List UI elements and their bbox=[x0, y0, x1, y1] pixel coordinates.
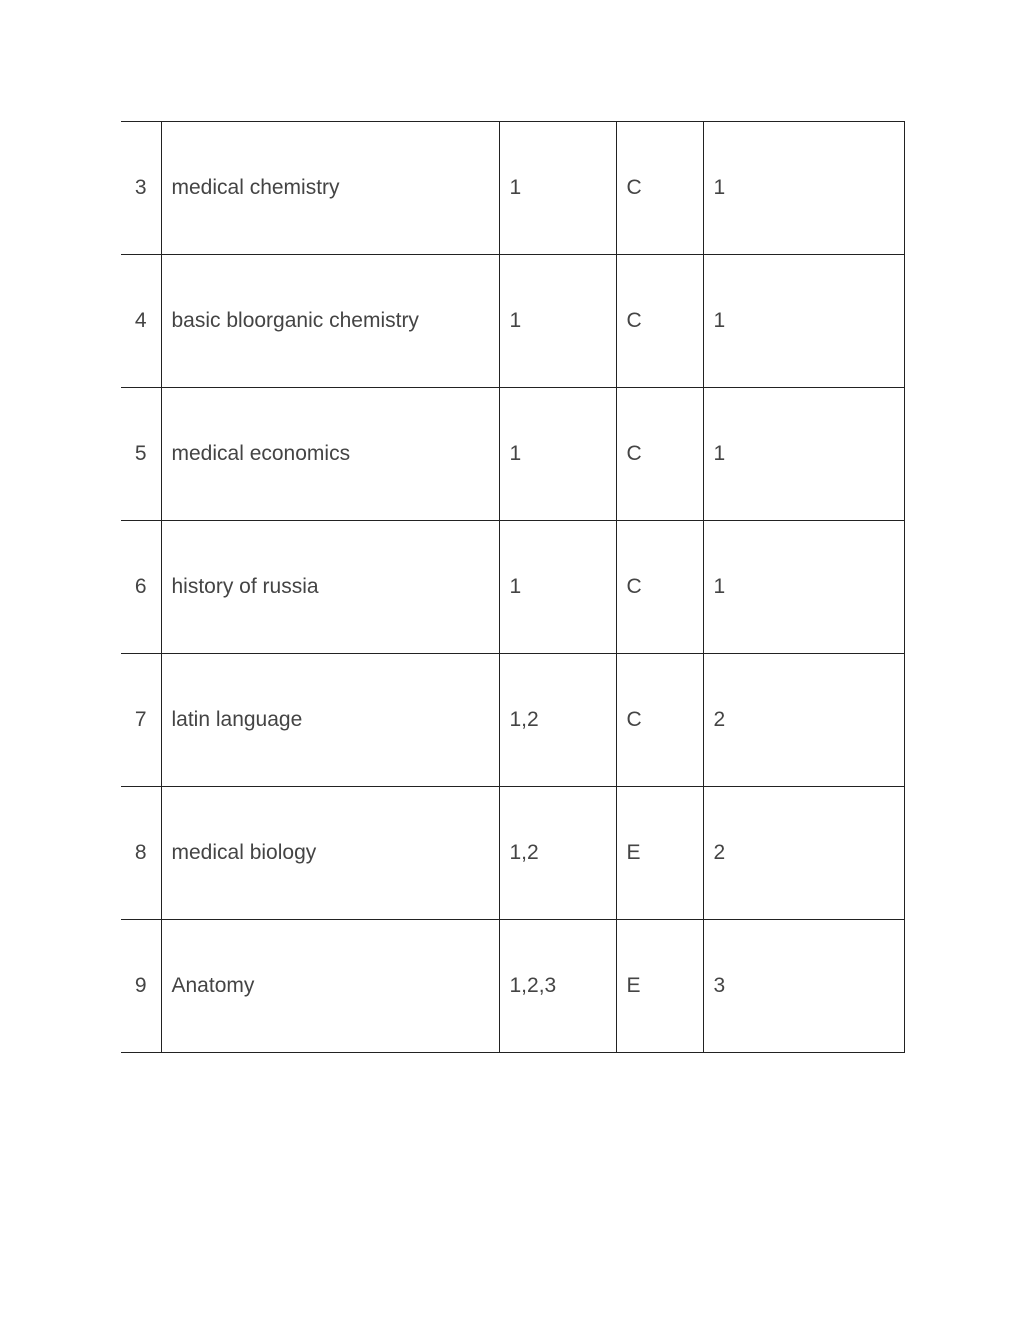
semester-cell: 1,2 bbox=[499, 654, 616, 787]
semester-cell: 1,2,3 bbox=[499, 920, 616, 1053]
type-cell: C bbox=[616, 255, 703, 388]
semester-cell: 1 bbox=[499, 122, 616, 255]
credits-cell: 1 bbox=[703, 388, 904, 521]
row-number: 4 bbox=[121, 255, 161, 388]
credits-cell: 3 bbox=[703, 920, 904, 1053]
table-row bbox=[121, 255, 904, 388]
course-name: medical biology bbox=[161, 787, 499, 920]
course-name: basic bloorganic chemistry bbox=[161, 255, 499, 388]
row-number: 5 bbox=[121, 388, 161, 521]
type-cell: C bbox=[616, 654, 703, 787]
table-row bbox=[121, 521, 904, 654]
type-cell: C bbox=[616, 388, 703, 521]
semester-cell: 1 bbox=[499, 521, 616, 654]
semester-cell: 1,2 bbox=[499, 787, 616, 920]
table-row bbox=[121, 787, 904, 920]
table-row bbox=[121, 388, 904, 521]
type-cell: E bbox=[616, 787, 703, 920]
type-cell: E bbox=[616, 920, 703, 1053]
table-row bbox=[121, 920, 904, 1053]
course-name: latin language bbox=[161, 654, 499, 787]
row-number: 7 bbox=[121, 654, 161, 787]
row-number: 9 bbox=[121, 920, 161, 1053]
credits-cell: 2 bbox=[703, 787, 904, 920]
type-cell: C bbox=[616, 521, 703, 654]
row-number: 6 bbox=[121, 521, 161, 654]
row-number: 8 bbox=[121, 787, 161, 920]
course-name: medical chemistry bbox=[161, 122, 499, 255]
course-name: history of russia bbox=[161, 521, 499, 654]
credits-cell: 1 bbox=[703, 255, 904, 388]
semester-cell: 1 bbox=[499, 255, 616, 388]
course-table bbox=[121, 121, 905, 1053]
row-number: 3 bbox=[121, 122, 161, 255]
semester-cell: 1 bbox=[499, 388, 616, 521]
course-name: medical economics bbox=[161, 388, 499, 521]
course-name: Anatomy bbox=[161, 920, 499, 1053]
credits-cell: 1 bbox=[703, 122, 904, 255]
type-cell: C bbox=[616, 122, 703, 255]
table-row bbox=[121, 122, 904, 255]
credits-cell: 1 bbox=[703, 521, 904, 654]
table-row bbox=[121, 654, 904, 787]
credits-cell: 2 bbox=[703, 654, 904, 787]
